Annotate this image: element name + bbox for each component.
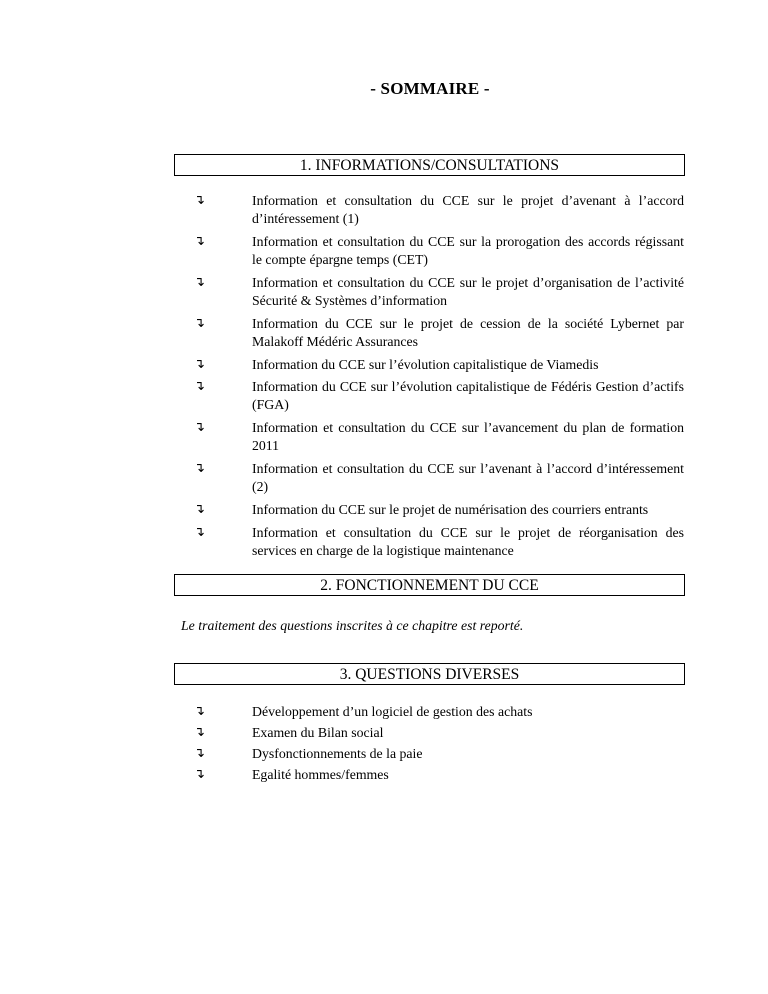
- list-item: [0, 501, 768, 519]
- list-item: [0, 524, 768, 560]
- list-item-text: Information et consultation du CCE sur l’avenant à l’accord d’intéressement (2): [252, 461, 684, 494]
- list-item-text: Information du CCE sur le projet de cession de la société Lybernet par Malakoff Médéric Assurances: [252, 316, 684, 349]
- arrow-bullet-icon: ↴: [194, 379, 205, 394]
- list-item-text: Egalité hommes/femmes: [252, 767, 389, 782]
- list-item: [0, 419, 768, 455]
- list-item: [0, 233, 768, 269]
- arrow-bullet-icon: ↴: [194, 193, 205, 208]
- list-item: [0, 315, 768, 351]
- list-item: [0, 766, 768, 784]
- list-item: [0, 378, 768, 414]
- section-1-list: [0, 192, 768, 565]
- list-item: [0, 724, 768, 742]
- list-item: [0, 274, 768, 310]
- section-heading-fonctionnement: 2. FONCTIONNEMENT DU CCE: [174, 574, 685, 596]
- arrow-bullet-icon: ↴: [194, 461, 205, 476]
- section-3-list: [0, 703, 768, 787]
- list-item-text: Dysfonctionnements de la paie: [252, 746, 423, 761]
- section-heading-questions-diverses: 3. QUESTIONS DIVERSES: [174, 663, 685, 685]
- arrow-bullet-icon: ↴: [194, 275, 205, 290]
- arrow-bullet-icon: ↴: [194, 525, 205, 540]
- list-item: [0, 192, 768, 228]
- arrow-bullet-icon: ↴: [194, 420, 205, 435]
- list-item-text: Développement d’un logiciel de gestion des achats: [252, 704, 533, 719]
- arrow-bullet-icon: ↴: [194, 746, 205, 761]
- list-item: [0, 460, 768, 496]
- list-item-text: Information du CCE sur l’évolution capitalistique de Viamedis: [252, 357, 599, 372]
- arrow-bullet-icon: ↴: [194, 767, 205, 782]
- list-item-text: Information et consultation du CCE sur le projet d’avenant à l’accord d’intéressement (1): [252, 193, 684, 226]
- arrow-bullet-icon: ↴: [194, 357, 205, 372]
- arrow-bullet-icon: ↴: [194, 704, 205, 719]
- arrow-bullet-icon: ↴: [194, 316, 205, 331]
- list-item: [0, 703, 768, 721]
- section-2-note: Le traitement des questions inscrites à ce chapitre est reporté.: [181, 618, 524, 633]
- list-item-text: Examen du Bilan social: [252, 725, 384, 740]
- list-item-text: Information et consultation du CCE sur l’avancement du plan de formation 2011: [252, 420, 684, 453]
- arrow-bullet-icon: ↴: [194, 234, 205, 249]
- section-heading-informations-consultations: 1. INFORMATIONS/CONSULTATIONS: [174, 154, 685, 176]
- list-item-text: Information et consultation du CCE sur le projet d’organisation de l’activité Sécurité & Systèmes d’information: [252, 275, 684, 308]
- list-item: [0, 356, 768, 374]
- page-title: - SOMMAIRE -: [370, 79, 490, 98]
- list-item-text: Information et consultation du CCE sur le projet de réorganisation des services en charge de la logistique maintenance: [252, 525, 684, 558]
- list-item-text: Information du CCE sur l’évolution capitalistique de Fédéris Gestion d’actifs (FGA): [252, 379, 684, 412]
- list-item: [0, 745, 768, 763]
- list-item-text: Information du CCE sur le projet de numérisation des courriers entrants: [252, 502, 649, 517]
- list-item-text: Information et consultation du CCE sur la prorogation des accords régissant le compte épargne temps (CET): [252, 234, 684, 267]
- arrow-bullet-icon: ↴: [194, 502, 205, 517]
- arrow-bullet-icon: ↴: [194, 725, 205, 740]
